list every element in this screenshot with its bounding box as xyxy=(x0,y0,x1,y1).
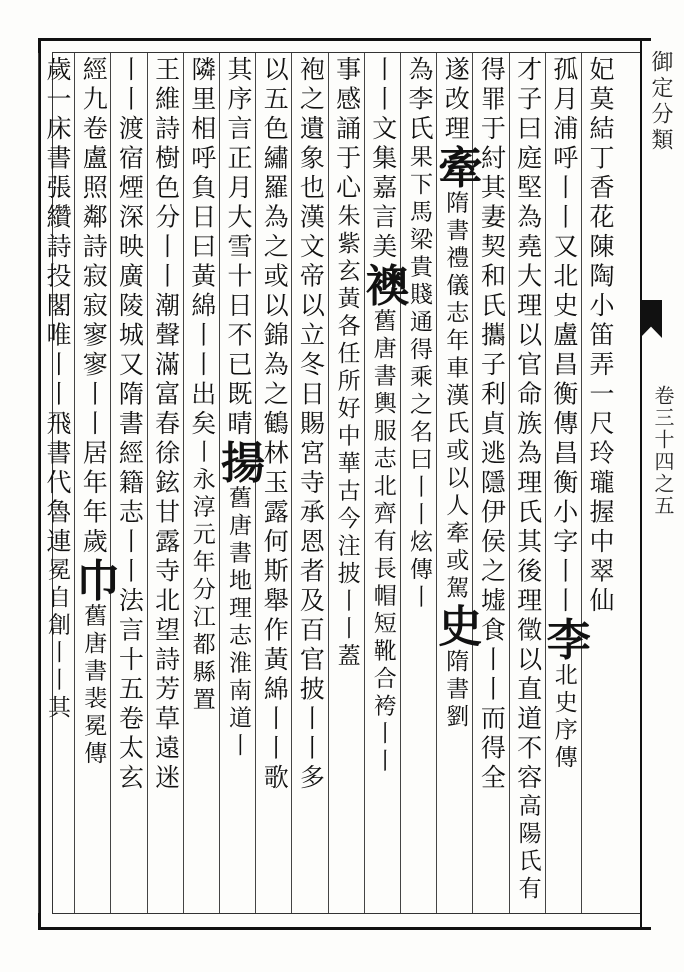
column-text: 才子曰庭堅為堯大理以官命族為理氏其後理徵以直道不容 xyxy=(513,56,543,794)
column-note: 朱紫玄黃各任所好中華古今注披丨丨蓋 xyxy=(333,203,360,671)
column-text: 隣里相呼負日曰黃綿丨丨出矣 xyxy=(187,56,217,440)
text-column xyxy=(292,56,328,916)
column-note: 舊唐書地理志淮南道丨 xyxy=(225,485,251,761)
column-text: 袍之遺象也漢文帝以立冬日賜宮寺承恩者及百官披丨丨多 xyxy=(296,56,326,794)
text-column xyxy=(329,56,365,916)
column-note: 隋書禮儀志年車漢氏或以人牽或駕 xyxy=(442,190,469,603)
text-column xyxy=(401,56,437,916)
column-text: 妃莫結丁香花陳陶小笛弄一尺玲瓏握中翠仙 xyxy=(586,56,615,617)
text-column xyxy=(148,56,184,916)
text-column xyxy=(213,56,264,916)
entry-heading: 襖 xyxy=(357,262,409,309)
column-note: 炫傳丨 xyxy=(406,529,432,612)
column-text: 事感誦于心 xyxy=(332,56,362,204)
column-note: 丨永淳元年分江都縣置 xyxy=(188,439,215,715)
entry-heading: 李 xyxy=(538,616,590,663)
column-note: 北史序傳 xyxy=(550,662,577,773)
margin-book-title: 御定分類 xyxy=(648,50,673,154)
entry-heading: 揚 xyxy=(213,439,264,486)
column-text: 孤月浦呼丨丨又北史盧昌衡傳昌衡小字丨丨 xyxy=(549,56,579,617)
column-text: 為李氏 xyxy=(405,56,434,145)
text-column xyxy=(430,56,482,916)
column-note: 高陽氏有 xyxy=(514,793,541,904)
text-column xyxy=(184,56,220,916)
text-column xyxy=(582,56,618,916)
column-note: 隋書劉 xyxy=(442,649,469,732)
column-text: 得罪于紂其妻契和氏攜子利貞逃隱伊侯之墟食丨丨而得全 xyxy=(477,56,507,794)
column-note: 舊唐書輿服志北齊有長帽短靴合袴丨丨 xyxy=(369,308,396,776)
column-note: 果下馬梁貴賤通得乘之名曰丨丨 xyxy=(406,144,432,530)
column-text: 歲一床書張纘詩投閣唯丨丨飛書代魯連 xyxy=(43,56,72,558)
column-text: 丨丨文集嘉言美 xyxy=(368,56,398,263)
column-text: 經九卷盧照鄰詩寂寂寥寥丨丨居年年歲 xyxy=(79,56,109,558)
entry-heading: 史 xyxy=(430,603,482,649)
margin-volume-number: 卷三十四之五 xyxy=(651,385,675,517)
column-text: 以五色繡羅為之或以錦為之鶴林玉露何斯舉作黃綿丨丨歌 xyxy=(260,56,290,794)
column-text: 丨丨渡宿煙深映廣陵城又隋書經籍志丨丨法言十五卷太玄 xyxy=(115,56,145,794)
column-text: 遂改理 xyxy=(441,56,471,145)
text-column xyxy=(68,56,120,916)
column-note: 舊唐書裴冕傳 xyxy=(80,603,107,769)
text-column xyxy=(256,56,292,916)
text-column xyxy=(39,56,75,916)
text-column xyxy=(111,56,147,916)
entry-heading: 巾 xyxy=(68,557,120,604)
text-column xyxy=(357,56,409,916)
column-text: 其序言正月大雪十日不已既晴 xyxy=(224,56,253,440)
entry-heading: 牽 xyxy=(430,144,482,191)
text-column xyxy=(510,56,546,916)
column-note: 冕自創丨丨其 xyxy=(44,557,70,723)
column-text: 王維詩樹色分丨丨潮聲滿富春徐鉉甘露寺北望詩芳草遠迷 xyxy=(151,56,181,794)
text-column xyxy=(538,56,590,916)
